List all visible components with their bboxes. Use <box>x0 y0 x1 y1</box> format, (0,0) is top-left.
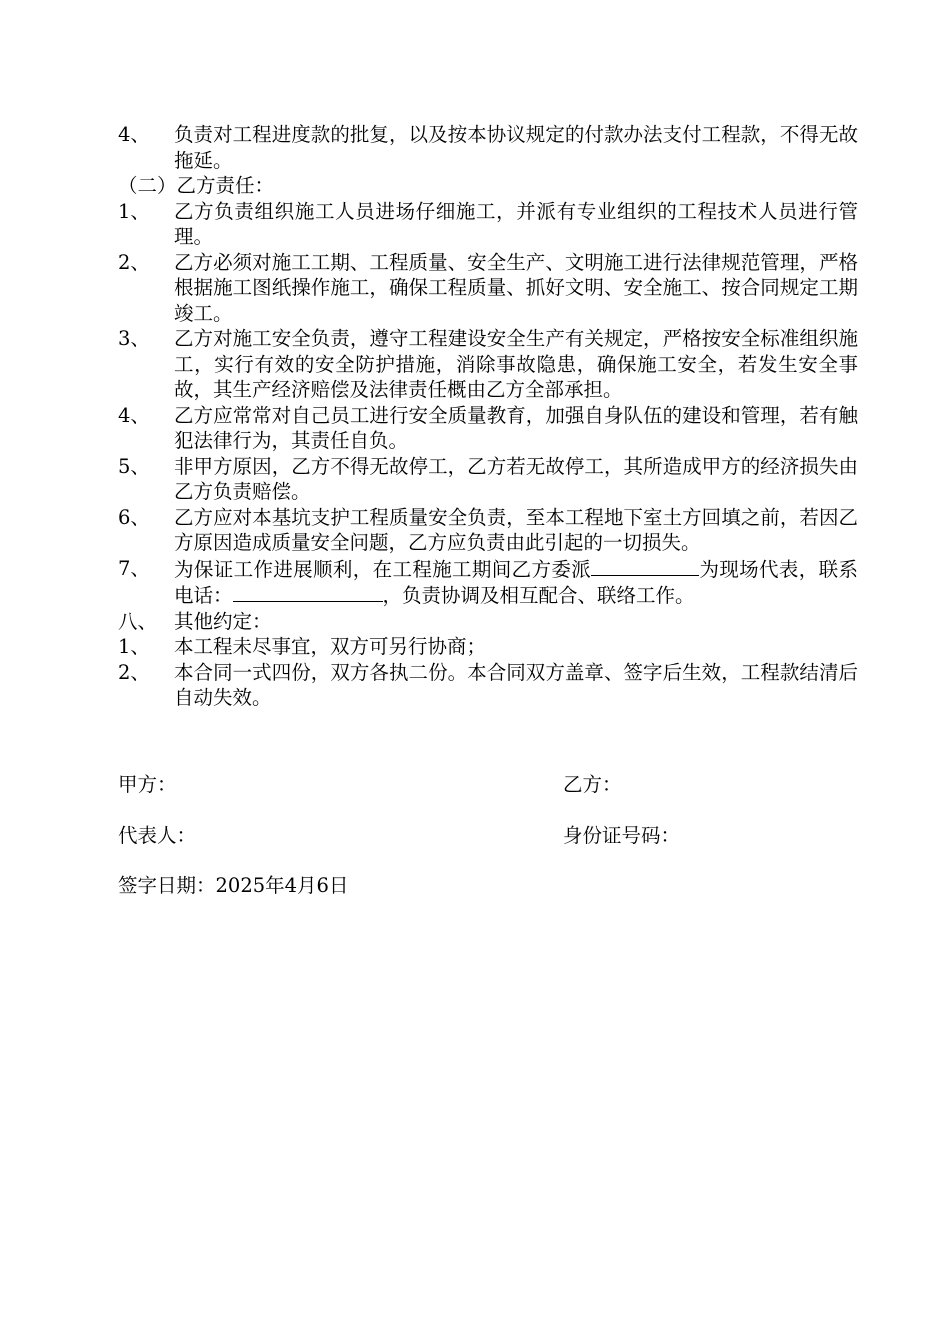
party-b-label: 乙方： <box>563 773 622 796</box>
item-number: 7、 <box>118 556 150 580</box>
item7-text-part3: ，负责协调及相互配合、联络工作。 <box>382 584 695 607</box>
section-b-item-1 <box>118 199 858 250</box>
sign-date-row <box>118 873 858 899</box>
section-b-item-7 <box>118 556 858 609</box>
section-8-heading <box>118 609 858 635</box>
section-b-item-6 <box>118 505 858 556</box>
item-text: 本合同一式四份，双方各执二份。本合同双方盖章、签字后生效，工程款结清后自动失效。 <box>174 660 858 709</box>
item-text: 乙方必须对施工工期、工程质量、安全生产、文明施工进行法律规范管理，严格根据施工图纸操作施工，确保工程质量、抓好文明、安全施工、按合同规定工期竣工。 <box>174 250 858 325</box>
representative-label: 代表人： <box>118 824 197 847</box>
item-number: 4、 <box>118 123 150 146</box>
party-signature-row <box>118 772 858 798</box>
item-number: 5、 <box>118 454 150 478</box>
item-number: 3、 <box>118 327 150 350</box>
clause-a-item-4 <box>118 122 858 173</box>
section-8-item-2 <box>118 660 858 711</box>
item-number: 1、 <box>118 635 150 658</box>
section-b-item-3 <box>118 326 858 403</box>
item7-text-part1: 为保证工作进展顺利，在工程施工期间乙方委派 <box>174 557 592 581</box>
item-text <box>174 556 858 609</box>
representative-row <box>118 823 858 849</box>
item-text: 非甲方原因，乙方不得无故停工，乙方若无故停工，其所造成甲方的经济损失由乙方负责赔偿。 <box>174 454 858 503</box>
sign-date-label: 签字日期：2025年4月6日 <box>118 874 349 897</box>
representative-blank-line <box>591 556 699 576</box>
phone-blank-line <box>233 582 383 602</box>
id-number-label: 身份证号码： <box>563 824 681 847</box>
section-b-item-2 <box>118 250 858 327</box>
item-text: 负责对工程进度款的批复，以及按本协议规定的付款办法支付工程款，不得无故拖延。 <box>174 123 858 172</box>
section-number: 八、 <box>118 609 158 633</box>
item-number: 4、 <box>118 403 150 427</box>
item-number: 2、 <box>118 660 150 684</box>
contract-body <box>118 122 858 711</box>
section-8-item-1 <box>118 634 858 660</box>
item-text: 乙方应常常对自己员工进行安全质量教育，加强自身队伍的建设和管理，若有触犯法律行为，其责任自负。 <box>174 403 858 452</box>
item7-text-part2: 为现场代表，联系电话： <box>174 557 858 607</box>
section-b-item-4 <box>118 403 858 454</box>
item-number: 6、 <box>118 505 150 529</box>
section-title: 其他约定： <box>174 609 272 633</box>
item-text: 乙方应对本基坑支护工程质量安全负责，至本工程地下室土方回填之前，若因乙方原因造成质量安全问题，乙方应负责由此引起的一切损失。 <box>174 505 858 554</box>
section-b-heading: （二）乙方责任： <box>118 174 275 197</box>
party-a-label: 甲方： <box>118 773 177 796</box>
item-number: 1、 <box>118 199 150 223</box>
item-text: 乙方负责组织施工人员进场仔细施工，并派有专业组织的工程技术人员进行管理。 <box>174 199 858 248</box>
item-text: 本工程未尽事宜，双方可另行协商； <box>174 635 487 658</box>
section-b-item-5 <box>118 454 858 505</box>
item-number: 2、 <box>118 250 150 274</box>
item-text: 乙方对施工安全负责，遵守工程建设安全生产有关规定，严格按安全标准组织施工，实行有效的安全防护措施，消除事故隐患，确保施工安全，若发生安全事故，其生产经济赔偿及法律责任概由乙方全部承担。 <box>174 327 858 401</box>
